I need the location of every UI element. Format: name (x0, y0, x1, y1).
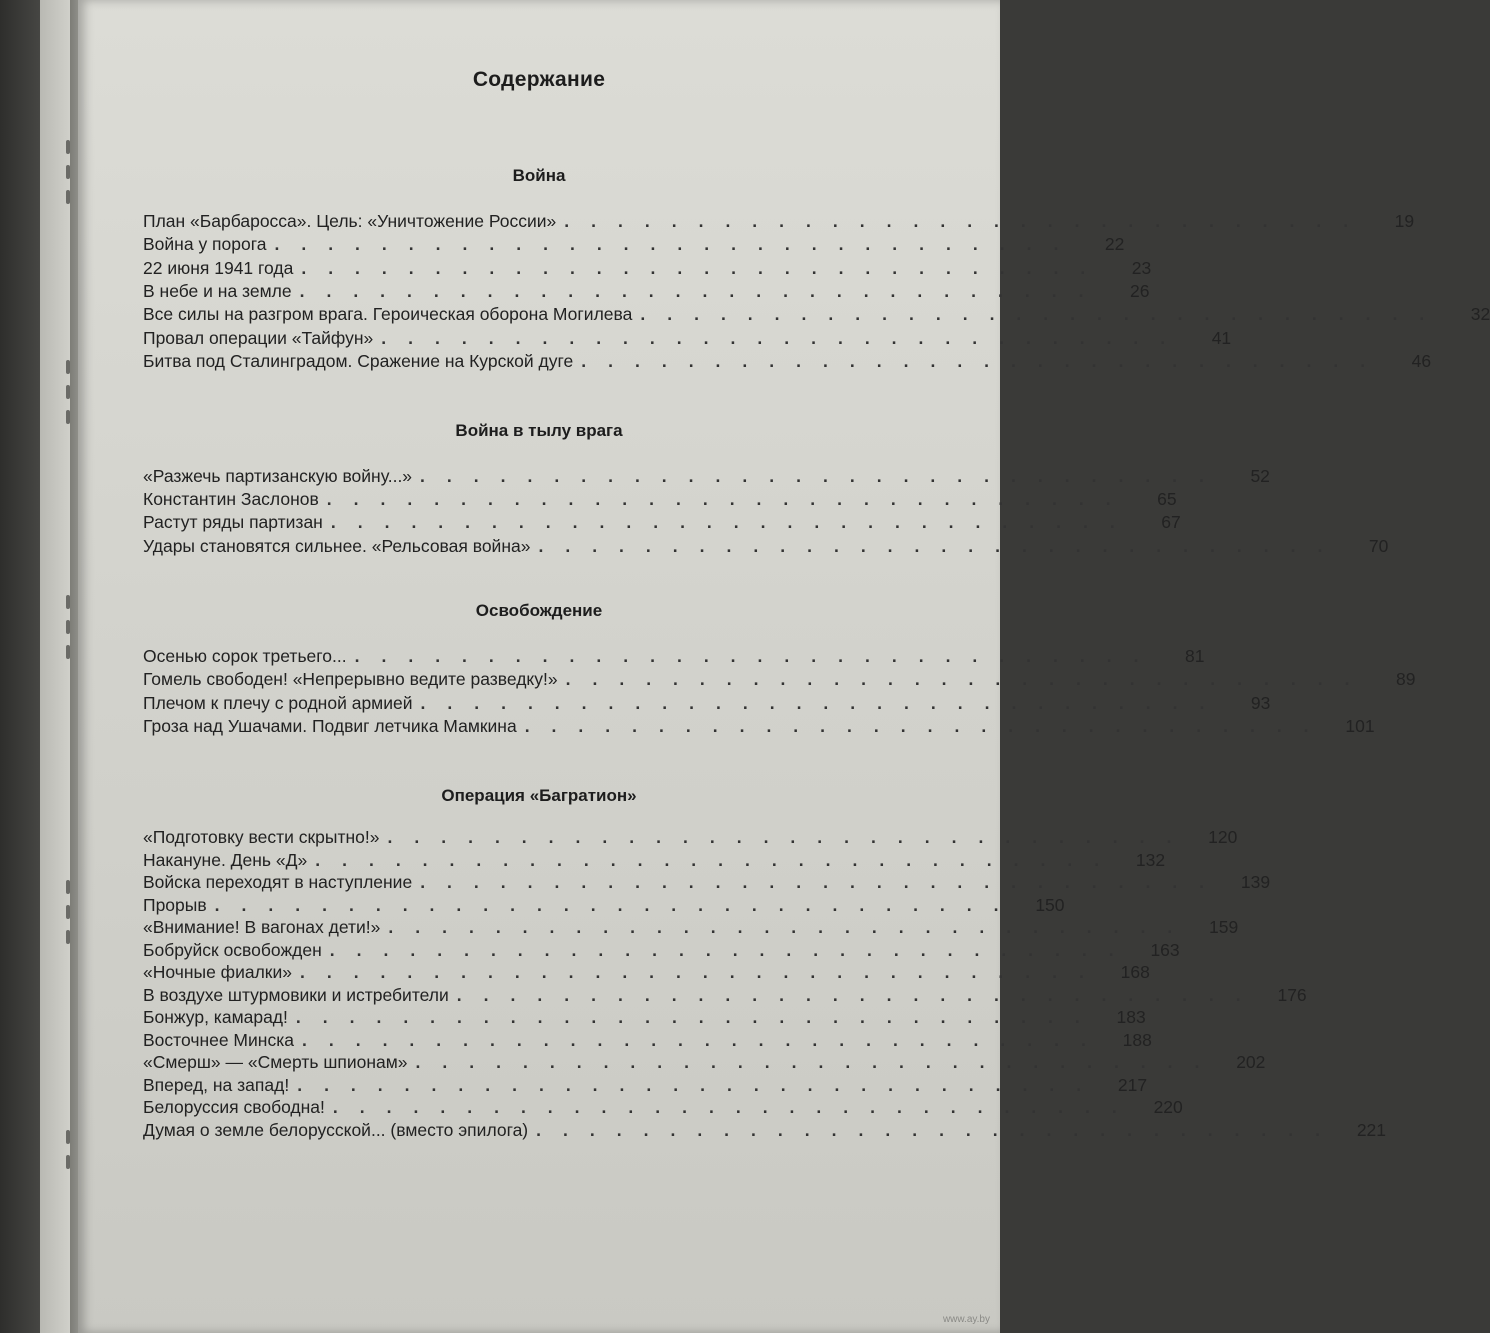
toc-entry[interactable] (143, 715, 1375, 737)
entry-page-number: 159 (1209, 917, 1239, 937)
entry-title: Все силы на разгром врага. Героическая оборона Могилева (143, 304, 633, 325)
leader-dots: .............................. (456, 984, 1263, 1005)
entry-title: Восточнее Минска (143, 1029, 294, 1050)
entry-page-number: 176 (1277, 984, 1307, 1005)
stitch (66, 620, 70, 634)
toc-entry[interactable] (143, 210, 1415, 232)
stitch (66, 190, 70, 204)
leader-dots: .............................. (329, 939, 1136, 960)
entry-page-number: 150 (1035, 894, 1065, 915)
toc-entry[interactable] (143, 465, 1270, 487)
entry-title: В воздухе штурмовики и истребители (143, 984, 449, 1005)
entry-page-number: 202 (1236, 1052, 1266, 1072)
toc-entry[interactable] (143, 350, 1432, 372)
toc-entry[interactable] (143, 233, 1125, 255)
leader-dots: .............................. (332, 1097, 1139, 1117)
toc-entry[interactable] (143, 894, 1065, 916)
entry-title: План «Барбаросса». Цель: «Уничтожение России» (143, 211, 557, 231)
leader-dots: .............................. (274, 234, 1081, 255)
entry-title: Битва под Сталинградом. Сражение на Курской дуге (143, 350, 574, 371)
entry-page-number: 41 (1211, 327, 1232, 348)
leader-dots: .............................. (565, 669, 1372, 690)
entry-title: Константин Заслонов (143, 489, 319, 510)
entry-title: «Подготовку вести скрытно!» (143, 827, 380, 847)
leader-dots: .............................. (420, 692, 1227, 713)
entry-title: В небе и на земле (143, 280, 292, 301)
leader-dots: .............................. (564, 211, 1371, 231)
entry-title: 22 июня 1941 года (143, 257, 294, 278)
toc-entry[interactable] (143, 826, 1238, 848)
entry-title: Война у порога (143, 234, 267, 255)
entry-page-number: 32 (1470, 304, 1490, 325)
entry-page-number: 139 (1240, 872, 1271, 892)
toc-entry[interactable] (143, 488, 1177, 510)
leader-dots: .............................. (420, 872, 1227, 892)
entry-title: «Внимание! В вагонах дети!» (143, 917, 381, 937)
leader-dots: .............................. (295, 1007, 1102, 1027)
entry-page-number: 19 (1394, 211, 1415, 231)
toc-entry[interactable] (143, 939, 1180, 961)
toc-entry[interactable] (143, 535, 1389, 557)
toc-entry[interactable] (143, 280, 1150, 302)
entry-title: Гомель свободен! «Непрерывно ведите разведку!» (143, 669, 558, 690)
entry-page-number: 217 (1117, 1074, 1148, 1095)
leader-dots: .............................. (301, 1029, 1108, 1050)
entry-page-number: 220 (1153, 1097, 1183, 1117)
toc-entry[interactable] (143, 871, 1271, 893)
stitch (66, 1155, 70, 1169)
section-heading: Война (512, 166, 566, 185)
leader-dots: .............................. (354, 646, 1161, 666)
stitch (66, 880, 70, 894)
stitch (66, 410, 70, 424)
entry-title: Бонжур, камарад! (143, 1007, 288, 1027)
entry-page-number: 120 (1208, 827, 1238, 847)
entry-title: Гроза над Ушачами. Подвиг летчика Мамкина (143, 715, 517, 736)
stitch (66, 385, 70, 399)
toc-entry[interactable] (143, 327, 1232, 349)
entry-title: Накануне. День «Д» (143, 849, 308, 870)
entry-title: «Ночные фиалки» (143, 962, 292, 982)
entry-title: Растут ряды партизан (143, 512, 323, 533)
entry-page-number: 65 (1157, 489, 1177, 510)
leader-dots: .............................. (301, 257, 1108, 278)
entry-page-number: 70 (1368, 535, 1389, 556)
entry-page-number: 81 (1185, 646, 1205, 666)
stitch (66, 360, 70, 374)
stitch (66, 905, 70, 919)
toc-entry[interactable] (143, 1119, 1387, 1141)
entry-title: Удары становятся сильнее. «Рельсовая война» (143, 535, 531, 556)
toc-entry[interactable] (143, 1051, 1266, 1073)
entry-title: «Разжечь партизанскую войну...» (143, 466, 413, 486)
entry-page-number: 89 (1396, 669, 1416, 690)
entry-title: Белоруссия свободна! (143, 1097, 325, 1117)
toc-entry[interactable] (143, 1074, 1148, 1096)
leader-dots: .............................. (524, 715, 1331, 736)
section-heading: Освобождение (475, 601, 603, 620)
leader-dots: .............................. (381, 327, 1188, 348)
toc-entry[interactable] (143, 984, 1307, 1006)
toc-entry[interactable] (143, 961, 1150, 983)
leader-dots: .............................. (299, 962, 1106, 982)
section-heading: Война в тылу врага (455, 421, 623, 440)
toc-entry[interactable] (143, 668, 1416, 690)
section-heading: Операция «Багратион» (441, 786, 637, 805)
toc-entry[interactable] (143, 303, 1490, 325)
entry-title: Прорыв (143, 894, 207, 915)
entry-page-number: 132 (1135, 849, 1166, 870)
leader-dots: .............................. (326, 489, 1133, 510)
entry-title: Осенью сорок третьего... (143, 646, 347, 666)
entry-page-number: 188 (1122, 1029, 1152, 1050)
entry-page-number: 163 (1150, 939, 1180, 960)
leader-dots: .............................. (536, 1119, 1343, 1140)
leader-dots: .............................. (330, 512, 1137, 533)
leader-dots: .............................. (315, 849, 1122, 870)
leader-dots: .............................. (640, 304, 1447, 325)
toc-entry[interactable] (143, 692, 1271, 714)
stitch (66, 165, 70, 179)
stitch (66, 140, 70, 154)
entry-page-number: 26 (1130, 280, 1150, 301)
toc-entry[interactable] (143, 645, 1205, 667)
stitch (66, 1130, 70, 1144)
toc-entry[interactable] (143, 916, 1239, 938)
leader-dots: .............................. (299, 280, 1106, 301)
watermark: www.ay.by (942, 1314, 990, 1325)
toc-entry[interactable] (143, 1006, 1146, 1028)
entry-page-number: 101 (1345, 715, 1375, 736)
entry-page-number: 93 (1250, 692, 1271, 713)
entry-page-number: 23 (1131, 257, 1152, 278)
entry-page-number: 183 (1116, 1007, 1146, 1027)
entry-title: «Смерш» — «Смерть шпионам» (143, 1052, 408, 1072)
leader-dots: .............................. (415, 1052, 1222, 1072)
toc-entry[interactable] (143, 849, 1166, 871)
leader-dots: .............................. (387, 827, 1194, 847)
leader-dots: .............................. (388, 917, 1195, 937)
entry-title: Думая о земле белорусской... (вместо эпилога) (143, 1119, 529, 1140)
stitch (66, 930, 70, 944)
toc-entry[interactable] (143, 1096, 1183, 1118)
entry-page-number: 67 (1161, 512, 1181, 533)
entry-title: Вперед, на запад! (143, 1074, 290, 1095)
entry-title: Бобруйск освобожден (143, 939, 322, 960)
leader-dots: .............................. (581, 350, 1388, 371)
toc-entry[interactable] (143, 511, 1181, 533)
toc-entry[interactable] (143, 1029, 1152, 1051)
page-title: Содержание (472, 68, 606, 91)
entry-title: Войска переходят в наступление (143, 872, 413, 892)
entry-page-number: 221 (1356, 1119, 1387, 1140)
entry-page-number: 168 (1120, 962, 1150, 982)
leader-dots: .............................. (420, 466, 1226, 486)
entry-page-number: 22 (1104, 234, 1125, 255)
entry-page-number: 46 (1411, 350, 1432, 371)
leader-dots: .............................. (297, 1074, 1104, 1095)
toc-entry[interactable] (143, 257, 1152, 279)
stitch (66, 645, 70, 659)
entry-title: Плечом к плечу с родной армией (143, 692, 413, 713)
entry-title: Провал операции «Тайфун» (143, 327, 374, 348)
stitch (66, 595, 70, 609)
leader-dots: .............................. (214, 894, 1021, 915)
entry-page-number: 52 (1250, 466, 1270, 486)
leader-dots: .............................. (538, 535, 1345, 556)
